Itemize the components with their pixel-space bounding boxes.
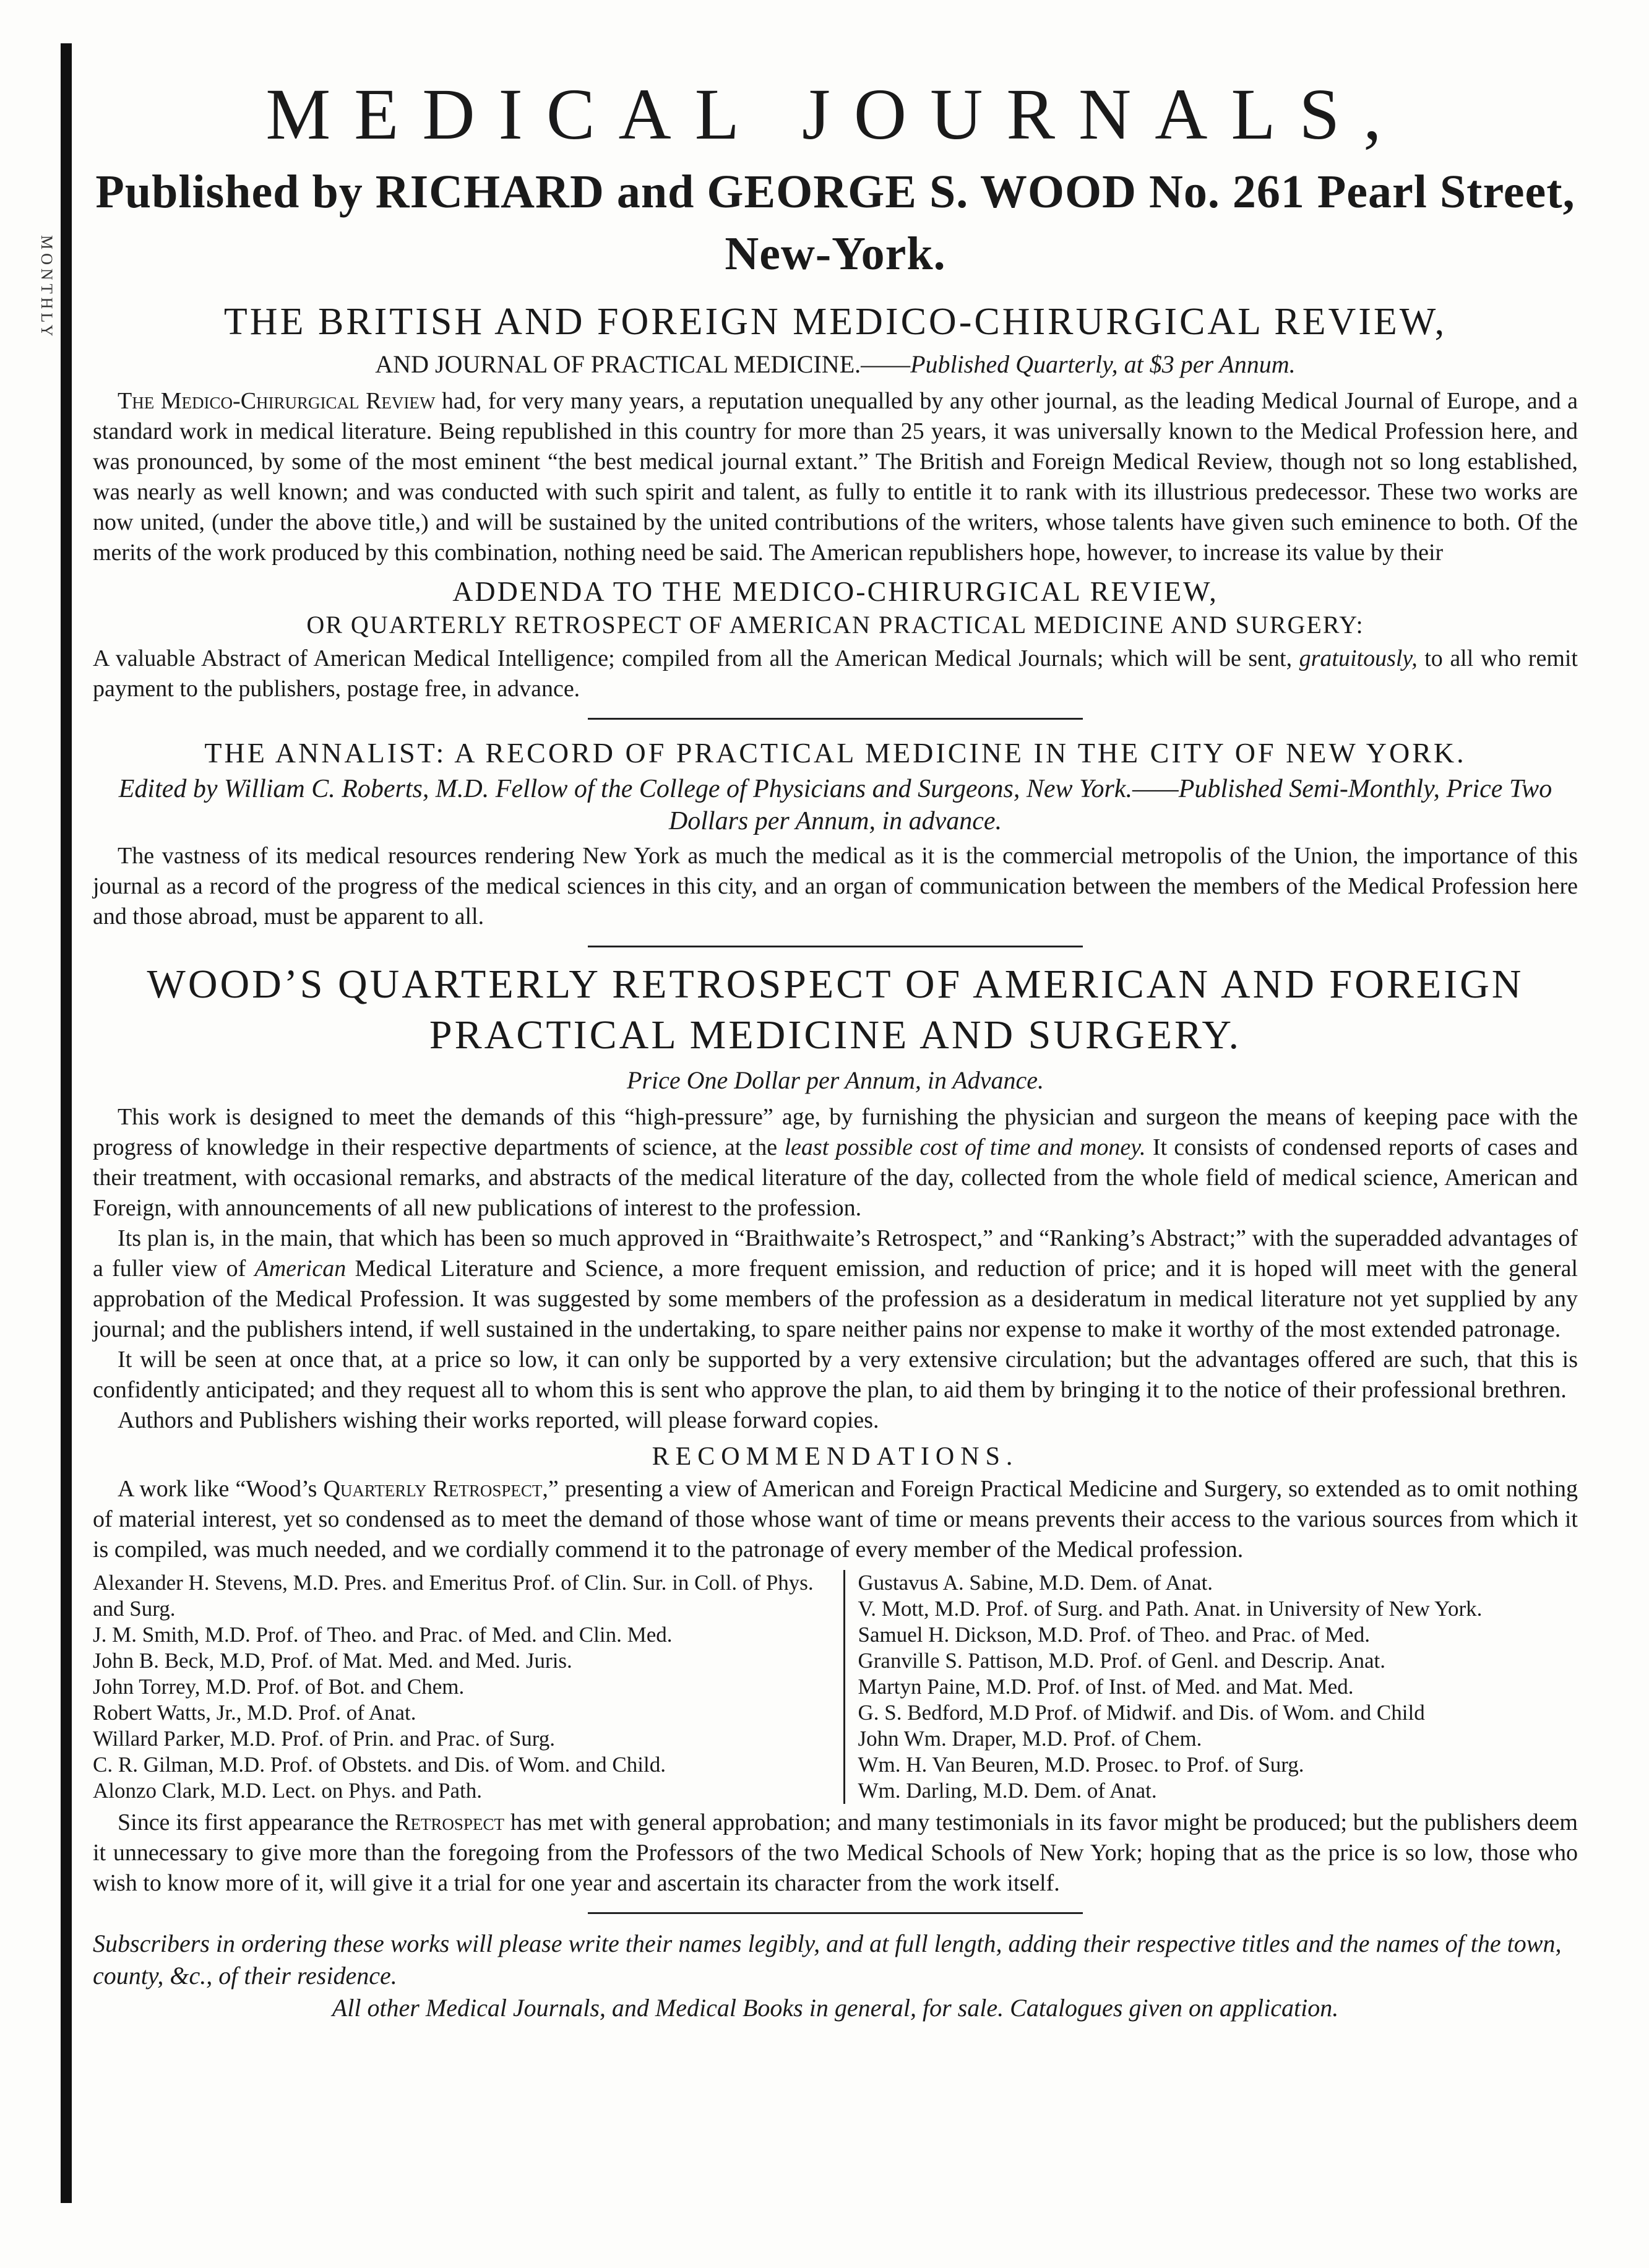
recommendations-closing [93, 1808, 1578, 1899]
side-margin-text: MONTHLY [38, 235, 56, 340]
recommendations-closing-start: Since its first appearance the [118, 1809, 395, 1835]
review-section [93, 297, 1578, 568]
annalist-edited-by: Edited by William C. Roberts, M.D. Fellow of the College of Physicians and Surgeons, New York.——Published Semi-Monthly, Price Two Dollars per Annum, in advance. [118, 775, 1552, 835]
addenda-body [93, 644, 1578, 704]
signatory-right: John Wm. Draper, M.D. Prof. of Chem. [858, 1727, 1202, 1751]
woods-p2-start: Its plan is, in the main, that which has been so much approved in “Braithwaite’s Retrospect,” and “Ranking’s Abstract;” with the superadded advantages of a fuller view of [93, 1225, 1578, 1282]
signatories-right-column [845, 1570, 1578, 1804]
catalogue-note: All other Medical Journals, and Medical Books in general, for sale. Catalogues given on application. [332, 1994, 1339, 2022]
review-body-lead: The Medico-Chirurgical Review [118, 388, 436, 414]
addenda-body-start: A valuable Abstract of American Medical Intelligence; compiled from all the American Medical Journals; which will be sent, [93, 645, 1299, 671]
signatory-left: J. M. Smith, M.D. Prof. of Theo. and Prac. of Med. and Clin. Med. [93, 1623, 673, 1647]
signatory-left: Alonzo Clark, M.D. Lect. on Phys. and Path. [93, 1779, 482, 1803]
review-subheading-price: Published Quarterly, at $3 per Annum. [910, 350, 1296, 378]
recommendations-intro-end: ” presenting a view of American and Foreign Practical Medicine and Surgery, so extended as to omit nothing of material interest, yet so condensed as to meet the demand of those whose want of time or means prevents their access to the various sources from which it is compiled, was much needed, and we cordially commend it to the patronage of every member of the Medical profession. [93, 1476, 1578, 1563]
subscriber-note: Subscribers in ordering these works will please write their names legibly, and at full length, adding their respective titles and the names of the town, county, &c., of their residence. [93, 1930, 1562, 1990]
signatory-right: Wm. Darling, M.D. Dem. of Anat. [858, 1779, 1157, 1803]
left-border-rule [61, 43, 72, 2203]
annalist-section [93, 733, 1578, 932]
recommendations-closing-sc: Retrospect [395, 1809, 504, 1835]
woods-heading-line1: WOOD’S QUARTERLY RETROSPECT OF AMERICAN AND FOREIGN [147, 962, 1524, 1007]
footer-section [93, 1928, 1578, 2024]
signatory-right: Granville S. Pattison, M.D. Prof. of Genl. and Descrip. Anat. [858, 1649, 1386, 1673]
addenda-body-italic: gratuitously, [1299, 645, 1418, 671]
addenda-heading: ADDENDA TO THE MEDICO-CHIRURGICAL REVIEW, [452, 576, 1218, 607]
signatory-right: G. S. Bedford, M.D Prof. of Midwif. and Dis. of Wom. and Child [858, 1701, 1425, 1725]
recommendations-closing-end: has met with general approbation; and many testimonials in its favor might be produced; but the publishers deem it unnecessary to give more than the foregoing from the Professors of the two Medical Schools of New York; hoping that as the price is so low, those who wish to know more of it, will give it a trial for one year and ascertain its character from the work itself. [93, 1809, 1578, 1896]
recommendations-intro [93, 1474, 1578, 1565]
woods-p2-end: Medical Literature and Science, a more frequent emission, and reduction of price; and it is hoped will meet with the general approbation of the Medical Profession. It was suggested by some members of the profession as a desideratum in medical literature not yet supplied by any journal; and the publishers intend, if well sustained in the undertaking, to spare neither pains nor expense to make it worthy of the most extended patronage. [93, 1256, 1578, 1342]
signatory-right: Gustavus A. Sabine, M.D. Dem. of Anat. [858, 1571, 1213, 1595]
recommendations-intro-start: A work like “Wood’s [118, 1476, 324, 1502]
annalist-heading: THE ANNALIST: A RECORD OF PRACTICAL MEDICINE IN THE CITY OF NEW YORK. [204, 737, 1466, 769]
recommendations-heading: RECOMMENDATIONS. [652, 1442, 1019, 1471]
addenda-body-end: to all who remit payment to the publishers, postage free, in advance. [93, 645, 1578, 702]
addenda-subheading: OR QUARTERLY RETROSPECT OF AMERICAN PRACTICAL MEDICINE AND SURGERY: [306, 611, 1364, 639]
woods-price: Price One Dollar per Annum, in Advance. [627, 1066, 1044, 1094]
woods-p1-italic: least possible cost of time and money. [784, 1134, 1146, 1160]
review-body-text: had, for very many years, a reputation unequalled by any other journal, as the leading Medical Journal of Europe, and a standard work in medical literature. Being republished in this country for more than 25 years, it was universally known to the Medical Profession here, and was pronounced, by some of the most eminent “the best medical journal extant.” The British and Foreign Medical Review, though not so long established, was nearly as well known; and was conducted with such spirit and talent, as fully to entitle it to rank with its illustrious predecessor. These two works are now united, (under the above title,) and will be sustained by the united contributions of the writers, whose talents have given such eminence to both. Of the merits of the work produced by this combination, nothing need be said. The American republishers hope, however, to increase its value by their [93, 388, 1578, 566]
page-content [93, 68, 1578, 2024]
woods-section [93, 961, 1578, 1436]
divider [588, 946, 1083, 947]
signatories-left-column [93, 1570, 845, 1804]
publisher-line: Published by RICHARD and GEORGE S. WOOD No. 261 Pearl Street, New-York. [95, 166, 1575, 280]
woods-paragraph-2 [93, 1223, 1578, 1345]
signatory-right: Samuel H. Dickson, M.D. Prof. of Theo. and Prac. of Med. [858, 1623, 1371, 1647]
annalist-body: The vastness of its medical resources rendering New York as much the medical as it is the commercial metropolis of the Union, the importance of this journal as a record of the progress of the medical sciences in this city, and an organ of communication between the members of the Medical Profession here and those abroad, must be apparent to all. [93, 843, 1578, 929]
woods-paragraph-4: Authors and Publishers wishing their works reported, will please forward copies. [118, 1407, 879, 1433]
review-heading: THE BRITISH AND FOREIGN MEDICO-CHIRURGICAL REVIEW, [223, 301, 1447, 343]
signatories [93, 1570, 1578, 1804]
signatory-left: Robert Watts, Jr., M.D. Prof. of Anat. [93, 1701, 416, 1725]
signatory-left: John Torrey, M.D. Prof. of Bot. and Chem. [93, 1675, 465, 1699]
woods-p1-end: It consists of condensed reports of cases and their treatment, with occasional remarks, and abstracts of the medical literature of the day, collected from the whole field of medical science, American and Foreign, with announcements of all new publications of interest to the profession. [93, 1134, 1578, 1221]
recommendations-intro-sc: Quarterly Retrospect, [323, 1476, 548, 1502]
review-subheading [93, 347, 1578, 382]
divider [588, 718, 1083, 720]
recommendations-section [93, 1439, 1578, 1899]
woods-heading-line2: PRACTICAL MEDICINE AND SURGERY. [429, 1012, 1242, 1058]
review-subheading-text: AND JOURNAL OF PRACTICAL MEDICINE.—— [375, 350, 911, 378]
signatory-left: Alexander H. Stevens, M.D. Pres. and Emeritus Prof. of Clin. Sur. in Coll. of Phys. and Surg. [93, 1571, 814, 1621]
divider [588, 1912, 1083, 1914]
woods-p2-italic: American [254, 1256, 347, 1282]
woods-paragraph-3: It will be seen at once that, at a price so low, it can only be supported by a very extensive circulation; but the advantages offered are such, that this is confidently anticipated; and they request all to whom this is sent who approve the plan, to aid them by bringing it to the notice of their professional brethren. [93, 1347, 1578, 1403]
signatory-left: John B. Beck, M.D, Prof. of Mat. Med. and Med. Juris. [93, 1649, 572, 1673]
signatory-right: V. Mott, M.D. Prof. of Surg. and Path. Anat. in University of New York. [858, 1597, 1483, 1621]
masthead-title: MEDICAL JOURNALS, [265, 74, 1405, 155]
addenda-section [93, 574, 1578, 704]
woods-p1-start: This work is designed to meet the demands of this “high-pressure” age, by furnishing the physician and surgeon the means of keeping pace with the progress of knowledge in their respective departments of science, at the [93, 1104, 1578, 1160]
signatory-right: Martyn Paine, M.D. Prof. of Inst. of Med. and Mat. Med. [858, 1675, 1354, 1699]
signatory-left: C. R. Gilman, M.D. Prof. of Obstets. and Dis. of Wom. and Child. [93, 1753, 666, 1777]
review-body [93, 386, 1578, 568]
woods-paragraph-1 [93, 1102, 1578, 1223]
signatory-left: Willard Parker, M.D. Prof. of Prin. and Prac. of Surg. [93, 1727, 555, 1751]
signatory-right: Wm. H. Van Beuren, M.D. Prosec. to Prof. of Surg. [858, 1753, 1304, 1777]
